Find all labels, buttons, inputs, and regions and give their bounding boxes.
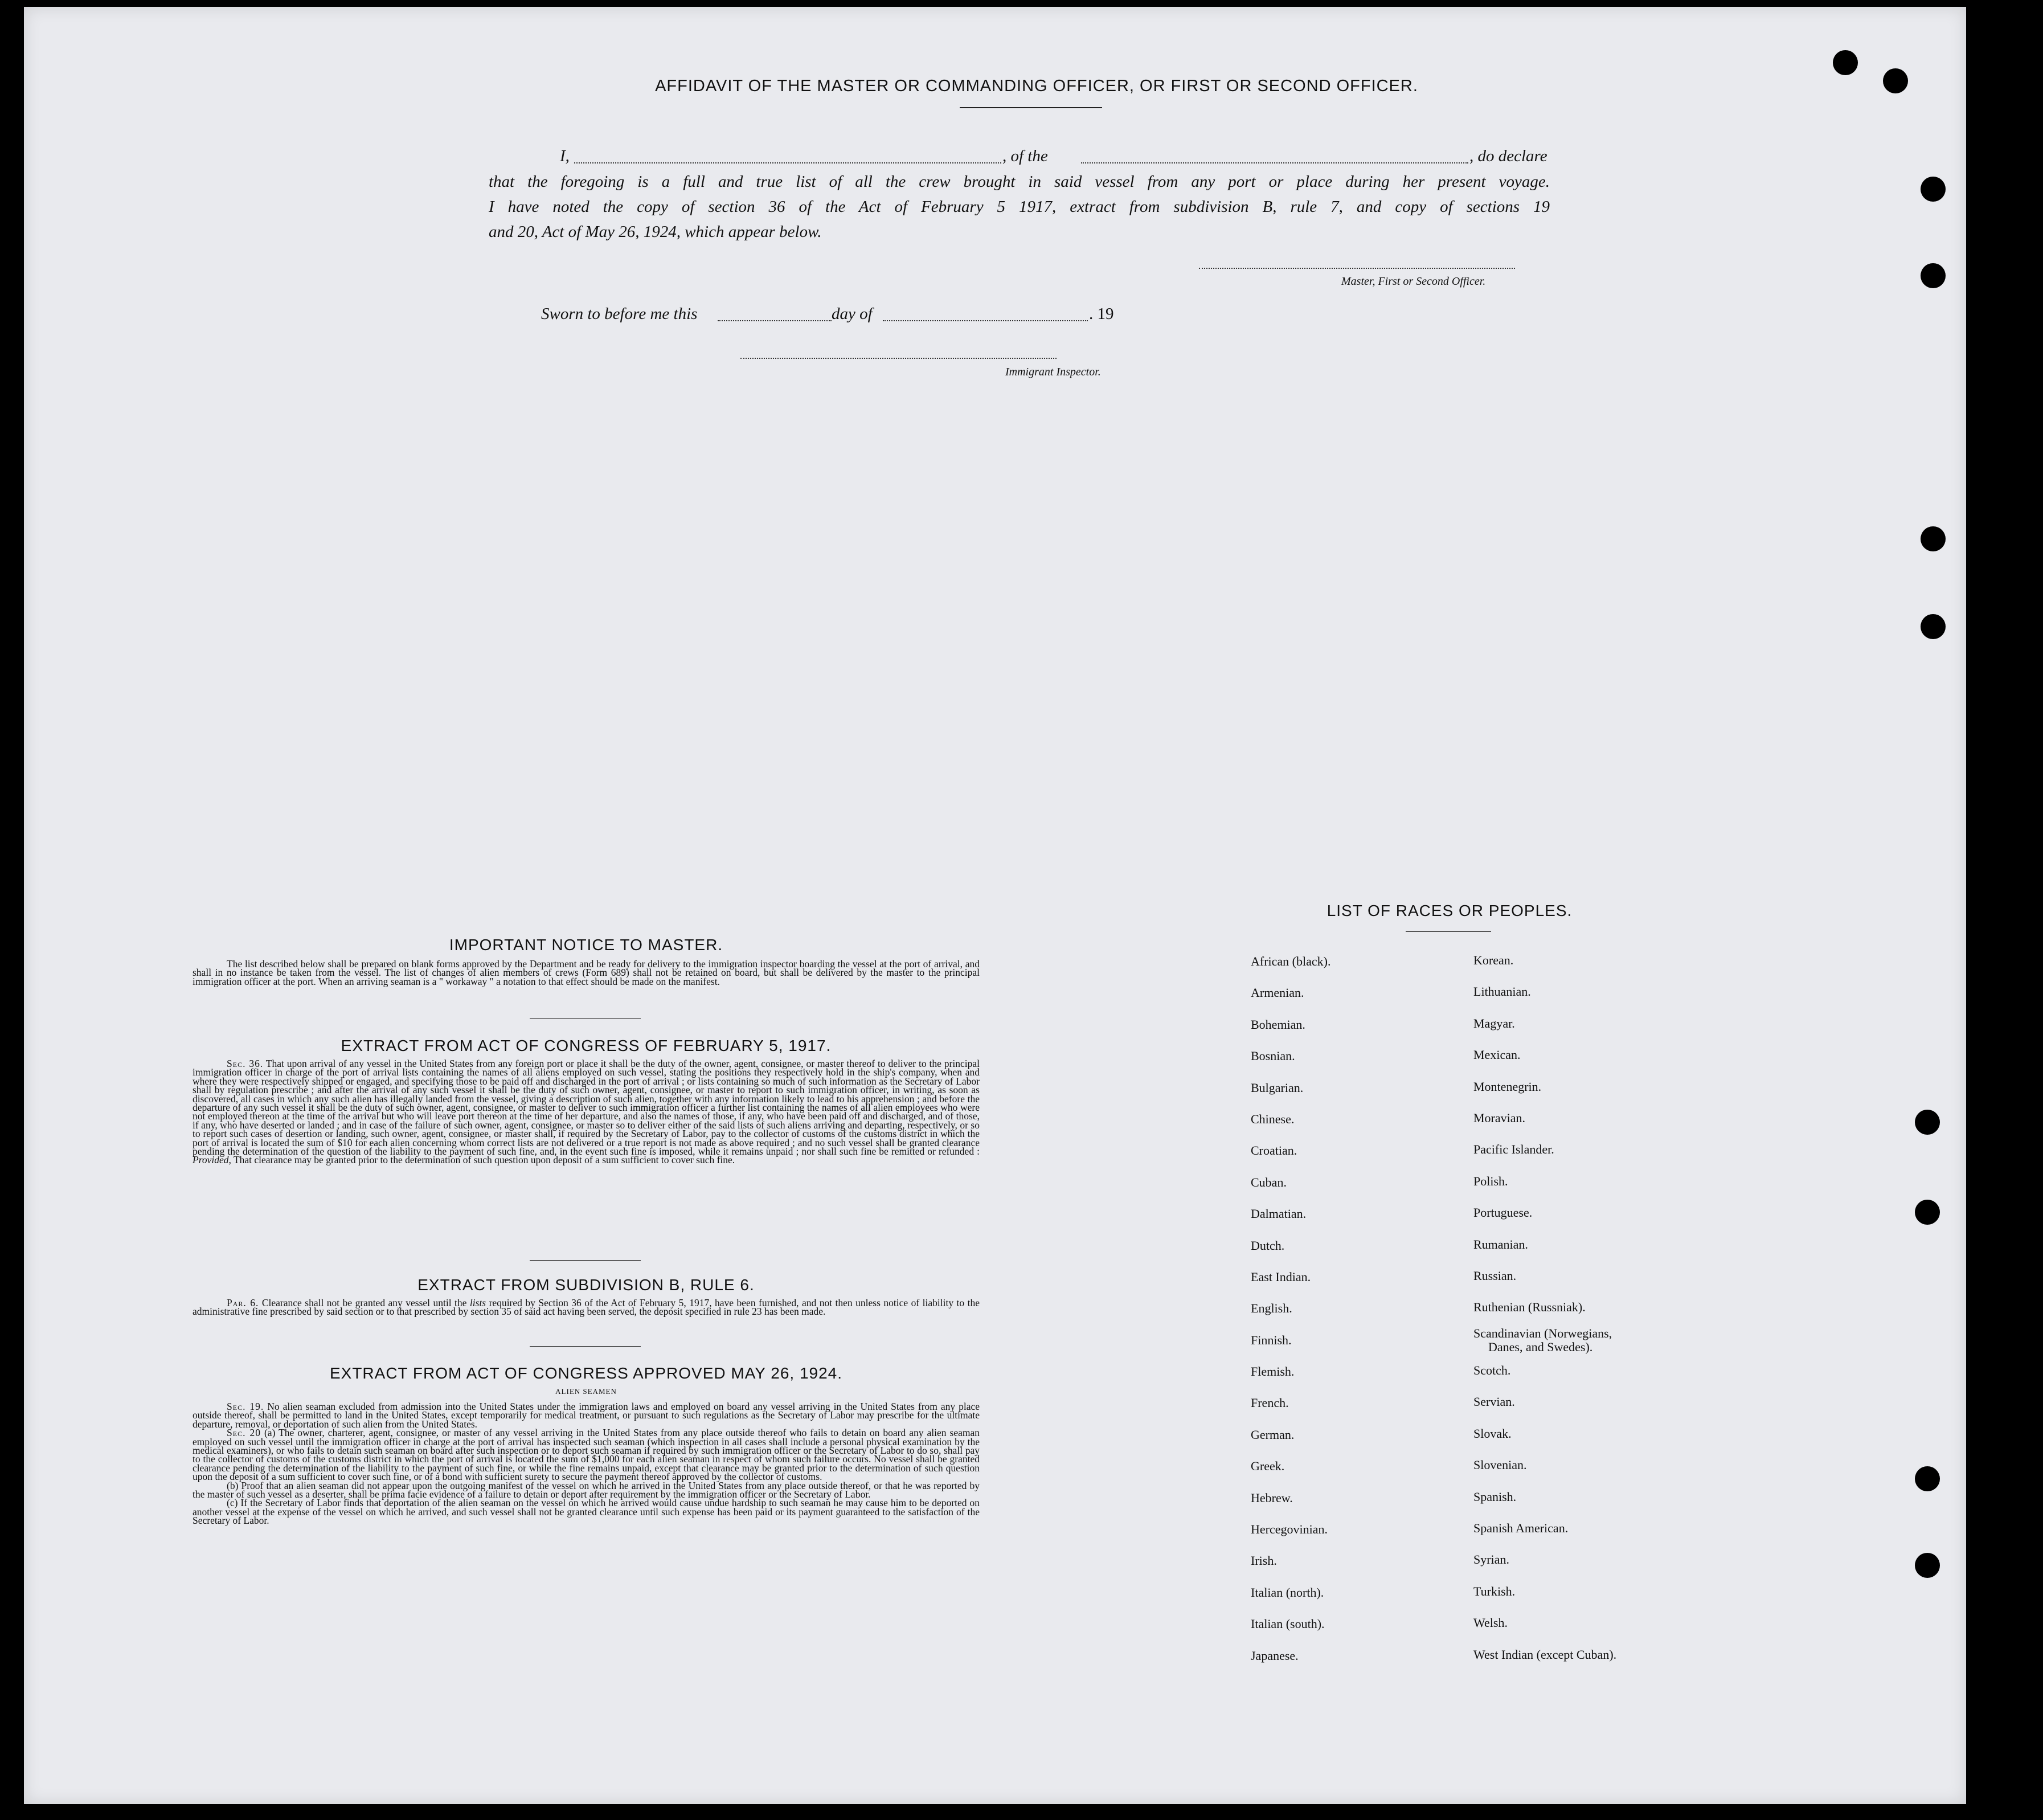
race-item: West Indian (except Cuban). (1473, 1647, 1617, 1662)
sworn-text: Sworn to before me this (541, 305, 698, 323)
affidavit-line-2: that the foregoing is a full and true list of all the crew brought in said vessel from any port or place during her present voyage. (489, 173, 1550, 191)
race-item: Dalmatian. (1251, 1206, 1307, 1221)
race-item: Spanish. (1473, 1489, 1517, 1504)
race-item: Turkish. (1473, 1584, 1516, 1598)
year-text: . 19 (1089, 305, 1114, 323)
race-item: Bosnian. (1251, 1049, 1295, 1064)
master-signature-line[interactable] (1199, 268, 1515, 269)
race-item: Finnish. (1251, 1332, 1292, 1347)
races-title: LIST OF RACES OR PEOPLES. (1326, 902, 1573, 919)
race-item: Armenian. (1251, 985, 1304, 1000)
race-item: Chinese. (1251, 1111, 1295, 1126)
punch-hole (1915, 1110, 1940, 1135)
punch-hole (1833, 50, 1858, 75)
race-item-scandinavian (1473, 1323, 1616, 1355)
extract-1924-title: EXTRACT FROM ACT OF CONGRESS APPROVED MAY 26, 1924. (329, 1364, 843, 1382)
race-item: Hebrew. (1251, 1490, 1293, 1505)
sec-19-label: Sec. 19. (227, 1401, 264, 1412)
document-page (24, 7, 1966, 1804)
race-item: Welsh. (1473, 1615, 1508, 1630)
provided-word: Provided, (193, 1154, 231, 1166)
rule-6-text (193, 1299, 980, 1316)
race-item: Greek. (1251, 1459, 1285, 1474)
race-item: Scotch. (1473, 1363, 1511, 1378)
races-column-1 (1251, 946, 1330, 1671)
title-underline (960, 107, 1102, 108)
notice-text (193, 960, 980, 986)
inspector-signature-line[interactable] (740, 358, 1057, 359)
race-item: Croatian. (1251, 1143, 1297, 1158)
race-item: English. (1251, 1301, 1292, 1316)
punch-hole (1921, 526, 1946, 551)
punch-hole (1915, 1466, 1940, 1491)
races-title-underline (1406, 931, 1491, 932)
day-of-text: day of (832, 305, 873, 323)
race-item: Moravian. (1473, 1110, 1526, 1125)
race-item: African (black). (1251, 954, 1331, 968)
punch-hole (1921, 614, 1946, 639)
sec-36-label: Sec. 36. (227, 1058, 264, 1069)
vessel-blank[interactable] (1081, 162, 1468, 163)
punch-hole (1883, 68, 1908, 93)
race-item: Cuban. (1251, 1175, 1287, 1189)
punch-hole (1921, 263, 1946, 288)
notice-title: IMPORTANT NOTICE TO MASTER. (449, 936, 723, 954)
race-item: Hercegovinian. (1251, 1522, 1328, 1537)
affidavit-title: AFFIDAVIT OF THE MASTER OR COMMANDING OFFICER, OR FIRST OR SECOND OFFICER. (655, 77, 1418, 95)
race-item: Japanese. (1251, 1648, 1299, 1663)
race-item: Flemish. (1251, 1364, 1295, 1379)
races-column-2 (1473, 944, 1616, 1670)
par-6-label: Par. 6. (227, 1297, 259, 1308)
sec-20a-text: (a) The owner, charterer, agent, consignee, or master of any vessel arriving in the United States from any place outside thereof who fails to detain on board any alien seaman employed on such vessel until the immigration officer in charge at the port of arrival has inspected such seaman (which inspection in all cases shall include a personal physical examination by the medical examiners), or who fails to detain such seaman on board after such inspection or to deport such seaman if required by such immigration officer or the Secretary of Labor to do so, shall pay to the collector of customs of the customs district in which the port of arrival is located the sum of $1,000 for each alien seaman in respect of whom such failure occurs. No vessel shall be granted clearance pending the determination of the liability to the payment of such fine, or while the fine remains unpaid, except that clearance may be granted prior to the determination of such question upon the deposit of a sum sufficient to cover such fine, or of a bond with sufficient surety to secure the payment thereof approved by the collector of customs. (193, 1427, 980, 1483)
rule-6-text-a: Clearance shall not be granted any vessel until the (261, 1297, 467, 1308)
affidavit-line-1 (489, 147, 1550, 170)
race-item: Dutch. (1251, 1238, 1285, 1253)
punch-hole (1921, 177, 1946, 202)
race-item-line-2: Danes, and Swedes). (1488, 1339, 1593, 1354)
race-item: Russian. (1473, 1268, 1517, 1283)
sec-19-text: No alien seaman excluded from admission into the United States under the immigration laws and employed on board any vessel arriving in the United States from any place outside thereof, shall be permitted to land in the United States, except temporarily for medical treatment, or pursuant to such regulations as the Secretary of Labor may prescribe for the ultimate departure, removal, or deportation of such alien from the United States. (193, 1401, 980, 1430)
race-item: Italian (south). (1251, 1617, 1325, 1631)
extract-1917-title: EXTRACT FROM ACT OF CONGRESS OF FEBRUARY 5, 1917. (341, 1037, 832, 1054)
affidavit-of-the: , of the (1002, 147, 1048, 165)
sec-20b-text: (b) Proof that an alien seaman did not appear upon the outgoing manifest of the vessel on which he arrived in the United States from any place outside thereof, or that he was reported by the master of such vessel as a deserter, shall be prima facie evidence of a failure to detain or deport after requirement by the immigration officer or the Secretary of Labor. (193, 1479, 980, 1500)
affidavit-line-3: I have noted the copy of section 36 of the Act of February 5 1917, extract from subdivision B, rule 7, and copy of sections 19 (489, 198, 1550, 216)
affidavit-do-declare: , do declare (1469, 147, 1547, 165)
race-item: Syrian. (1473, 1552, 1509, 1567)
race-item: Italian (north). (1251, 1585, 1324, 1600)
sec-36-text: That upon arrival of any vessel in the United States from any foreign port or place it shall be the duty of the owner, agent, consignee, or master thereof to deliver to the principal immigration officer in charge of the port of arrival lists containing the names of all aliens employed on such vessel, stating the positions they respectively hold in the ship's company, when and where they were respectively shipped or engaged, and specifying those to be paid off and discharged in the port of arrival ; or lists containing so much of such information as the Secretary of Labor shall by regulation prescribe ; and after the arrival of any such vessel it shall be the duty of such owner, agent, consignee, or master to report to such immigration officer, in writing, as soon as discovered, all cases in which any such alien has illegally landed from the vessel, giving a description of such alien, together with any information likely to lead to his apprehension ; and before the departure of any such vessel it shall be the duty of such owner, agent, consignee, or master to deliver to such immigration officer a further list containing the names of all alien employees who were not employed thereon at the time of the arrival but who will leave port thereon at the time of her departure, and also the names of those, if any, who have been paid off and discharged, and of those, if any, who have deserted or landed ; and in case of the failure of such owner, agent, consignee, or master so to deliver either of the said lists of such aliens arriving and departing, respectively, or so to report such cases of desertion or landing, such owner, agent, consignee, or master shall, if required by the Secretary of Labor, pay to the collector of customs of the customs district in which the port of arrival is located the sum of $10 for each alien concerning whom correct lists are not delivered or a true report is not made as above required ; and no such vessel shall be granted clearance pending the determination of the question of the liability to the payment of such fine, and, in the event such fine is imposed, while it remains unpaid ; nor shall such fine be remitted or refunded : (193, 1058, 980, 1158)
race-item: German. (1251, 1427, 1295, 1442)
race-item: Rumanian. (1473, 1237, 1528, 1251)
rule-6-title: EXTRACT FROM SUBDIVISION B, RULE 6. (417, 1276, 755, 1294)
race-item: Pacific Islander. (1473, 1142, 1554, 1157)
sec-20-label: Sec. 20 (227, 1427, 261, 1439)
alien-seamen-subtitle: ALIEN SEAMEN (555, 1387, 617, 1396)
sworn-day-blank[interactable] (718, 320, 832, 321)
affidavit-i: I, (560, 147, 570, 165)
affidavit-line-4: and 20, Act of May 26, 1924, which appear below. (489, 223, 822, 241)
notice-paragraph: The list described below shall be prepared on blank forms approved by the Department and be ready for delivery to the immigration inspector boarding the vessel at the port of arrival, and shall in no instance be taken from the vessel. The list of changes of alien members of crews (Form 689) shall not be retained on board, but shall be delivered by the master to the principal immigration officer at the port. When an arriving seaman is a " workaway " a notation to that effect should be made on the manifest. (193, 958, 980, 987)
race-item: Lithuanian. (1473, 984, 1531, 999)
divider (530, 1260, 641, 1261)
race-item-line-1: Scandinavian (Norwegians, (1473, 1326, 1612, 1340)
race-item: French. (1251, 1396, 1289, 1410)
race-item: Spanish American. (1473, 1521, 1569, 1536)
race-item: Magyar. (1473, 1016, 1515, 1030)
master-signature-label: Master, First or Second Officer. (1341, 275, 1486, 288)
race-item: Servian. (1473, 1394, 1515, 1409)
punch-hole (1915, 1200, 1940, 1225)
extract-1917-text (193, 1060, 980, 1165)
extract-1924-text (193, 1402, 980, 1525)
rule-6-text-b: required by Section 36 of the Act of February 5, 1917, have been furnished, and not then unless notice of liability to the administrative fine prescribed by said section or to that prescribed by section 35 of said act having been served, the deposit specified in rule 23 has been made. (193, 1297, 980, 1318)
punch-hole (1915, 1553, 1940, 1578)
race-item: Mexican. (1473, 1048, 1521, 1062)
race-item: Polish. (1473, 1173, 1508, 1188)
name-blank[interactable] (574, 162, 1001, 163)
race-item: Bulgarian. (1251, 1080, 1304, 1095)
race-item: Irish. (1251, 1553, 1277, 1568)
sworn-line (541, 305, 1168, 328)
race-item: Portuguese. (1473, 1205, 1533, 1220)
race-item: Montenegrin. (1473, 1079, 1542, 1094)
race-item: Bohemian. (1251, 1017, 1305, 1032)
divider (530, 1346, 641, 1347)
race-item: Slovak. (1473, 1426, 1512, 1441)
race-item: Ruthenian (Russniak). (1473, 1300, 1586, 1315)
sec-20c-text: (c) If the Secretary of Labor finds that deportation of the alien seaman on the vessel on which he arrived would cause undue hardship to such seaman he may cause him to be deported on another vessel at the expense of the vessel on which he arrived, and such vessel shall not be granted clearance until such expense has been paid or its payment guaranteed to the satisfaction of the Secretary of Labor. (193, 1497, 980, 1527)
race-item: Korean. (1473, 953, 1514, 967)
divider (530, 1018, 641, 1019)
lists-word: lists (469, 1297, 486, 1308)
sec-36-text-end: That clearance may be granted prior to the determination of such question upon deposit of a sum sufficient to cover such fine. (233, 1154, 735, 1166)
sworn-month-blank[interactable] (883, 320, 1088, 321)
race-item: Slovenian. (1473, 1458, 1527, 1473)
inspector-signature-label: Immigrant Inspector. (1005, 366, 1101, 378)
race-item: East Indian. (1251, 1269, 1311, 1284)
